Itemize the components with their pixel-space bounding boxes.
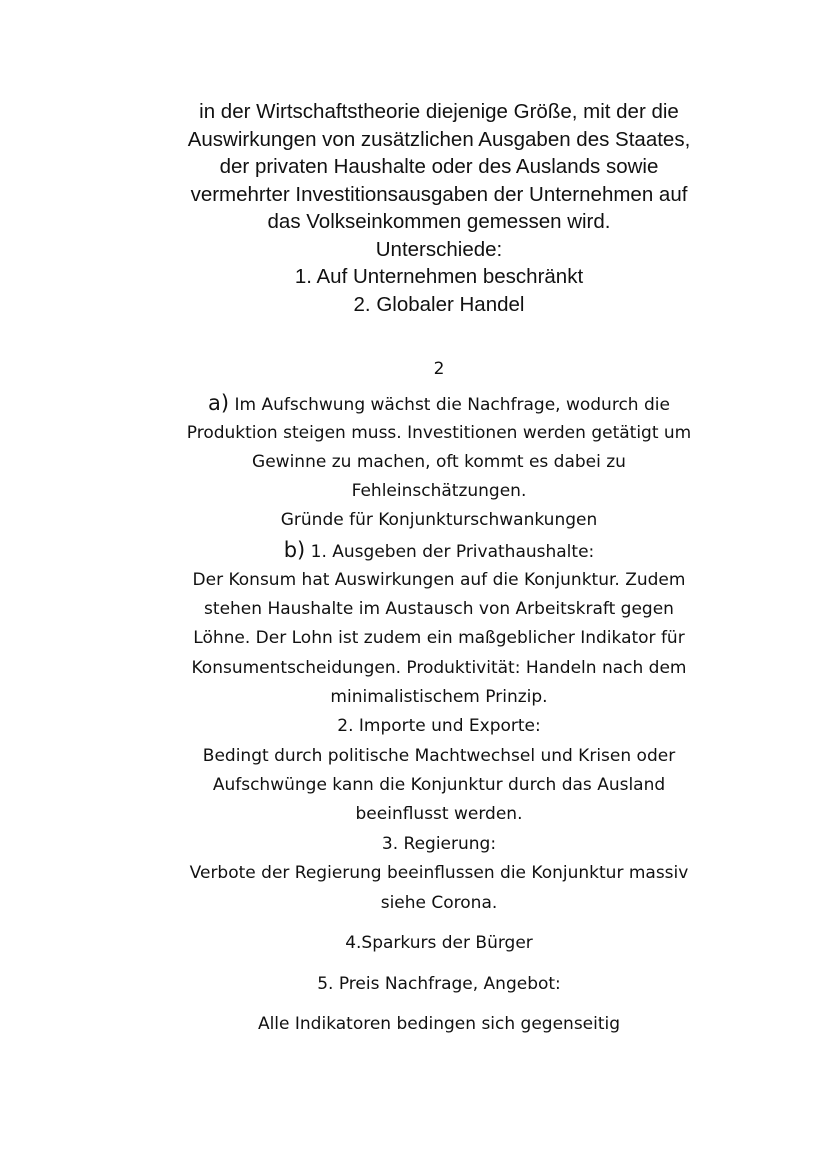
difference-item-2: 2. Globaler Handel — [353, 293, 525, 316]
definition-line-2: Auswirkungen von zusätzlichen Ausgaben des Staates, — [187, 128, 691, 151]
item2-line-1: Bedingt durch politische Machtwechsel und Krisen oder — [202, 746, 676, 766]
differences-heading: Unterschiede: — [375, 238, 503, 261]
item3-heading: 3. Regierung: — [381, 834, 497, 854]
answer-a-line-2: Produktion steigen muss. Investitionen werden getätigt um — [186, 423, 692, 443]
answer-a-line-3: Gewinne zu machen, oft kommt es dabei zu — [252, 452, 626, 472]
item2-line-3: beeinflusst werden. — [355, 804, 523, 824]
item1-line-4: Konsumentscheidungen. Produktivität: Handeln nach dem — [191, 658, 687, 678]
definition-line-1: in der Wirtschaftstheorie diejenige Größe, mit der die — [199, 100, 679, 123]
item1-line-5: minimalistischem Prinzip. — [330, 687, 548, 707]
definition-line-5: das Volkseinkommen gemessen wird. — [267, 210, 611, 233]
item1-line-1: Der Konsum hat Auswirkungen auf die Konjunktur. Zudem — [192, 570, 686, 590]
answer-a-line-1 — [0, 392, 828, 416]
section-number: 2 — [433, 359, 445, 379]
conclusion: Alle Indikatoren bedingen sich gegenseitig — [257, 1014, 621, 1034]
answer-b-marker: b) — [283, 538, 306, 562]
item5-heading: 5. Preis Nachfrage, Angebot: — [317, 974, 561, 994]
item2-heading: 2. Importe und Exporte: — [337, 716, 541, 736]
definition-line-4: vermehrter Investitionsausgaben der Unternehmen auf — [190, 183, 688, 206]
item1-line-2: stehen Haushalte im Austausch von Arbeitskraft gegen — [204, 599, 674, 619]
answer-b-first-item: 1. Ausgeben der Privathaushalte: — [310, 542, 595, 562]
answer-a-line-4: Fehleinschätzungen. — [351, 481, 527, 501]
difference-item-1: 1. Auf Unternehmen beschränkt — [294, 265, 584, 288]
item3-line-1: Verbote der Regierung beeinflussen die Konjunktur massiv — [189, 863, 689, 883]
reasons-heading: Gründe für Konjunkturschwankungen — [280, 510, 598, 530]
item3-line-2: siehe Corona. — [380, 893, 498, 913]
item4-heading: 4.Sparkurs der Bürger — [345, 933, 533, 953]
definition-line-3: der privaten Haushalte oder des Auslands sowie — [219, 155, 659, 178]
answer-a-text: Im Aufschwung wächst die Nachfrage, wodurch die — [234, 395, 670, 415]
item1-line-3: Löhne. Der Lohn ist zudem ein maßgeblicher Indikator für — [193, 628, 685, 648]
answer-b-line-1 — [0, 539, 828, 563]
item2-line-2: Aufschwünge kann die Konjunktur durch das Ausland — [212, 775, 666, 795]
answer-a-marker: a) — [208, 391, 230, 415]
